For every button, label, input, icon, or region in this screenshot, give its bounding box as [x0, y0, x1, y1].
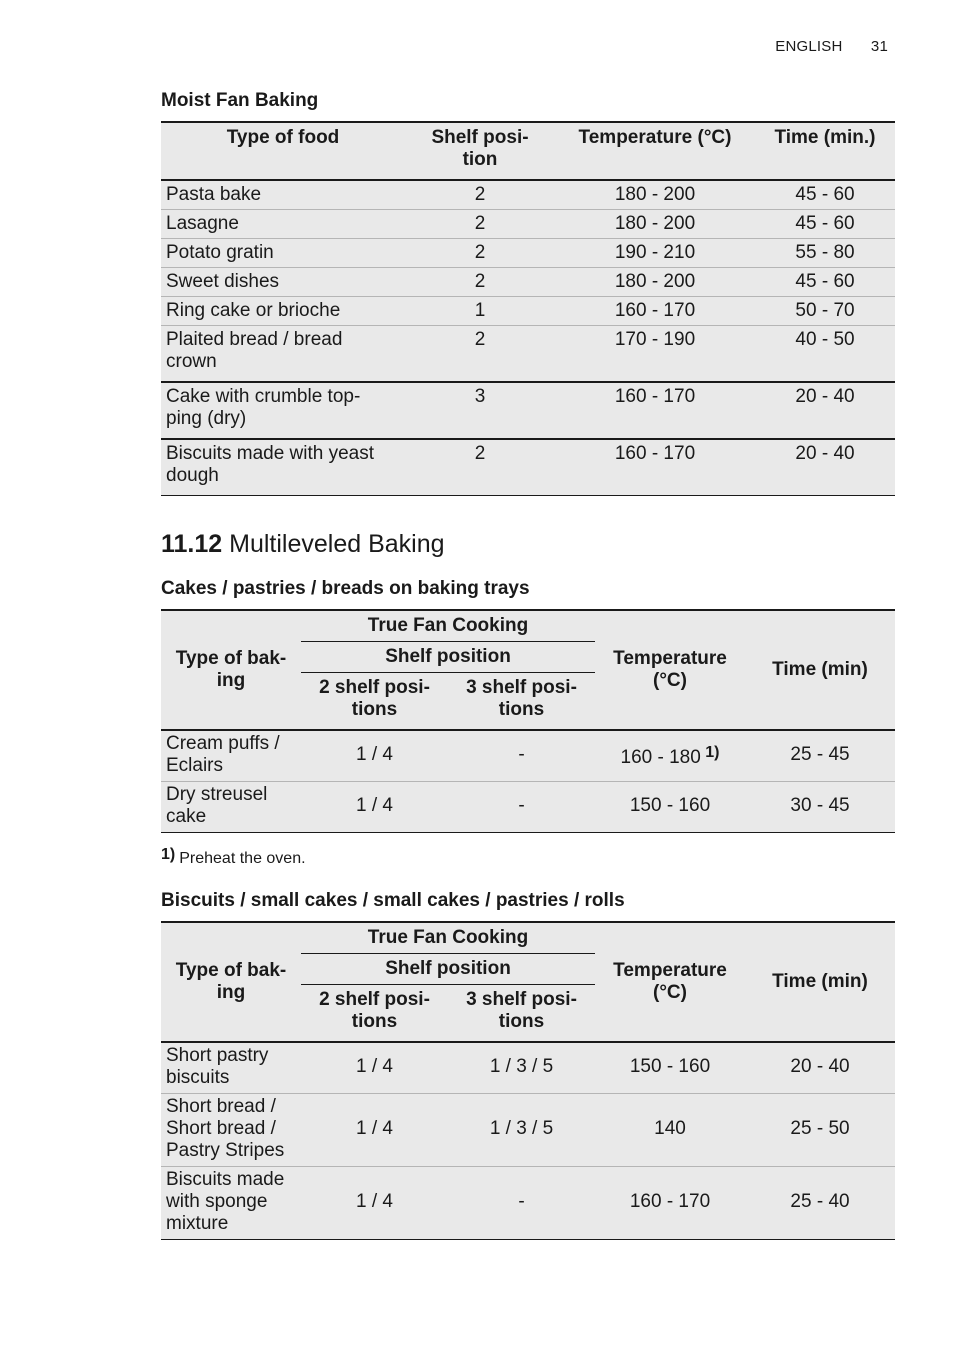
- shelf-cell: 2: [405, 210, 555, 239]
- moist-fan-title: Moist Fan Baking: [161, 90, 319, 111]
- column-header: Temperature (°C): [613, 960, 727, 1003]
- time-cell: 25 - 50: [745, 1094, 895, 1167]
- table-row: [161, 1042, 895, 1094]
- shelf-cell: 2: [405, 239, 555, 268]
- temperature-cell: 180 - 200: [555, 180, 755, 210]
- temperature-cell: 160 - 170: [555, 439, 755, 496]
- column-header: Temperature (°C): [555, 122, 755, 180]
- two-shelf-cell: 1 / 4: [301, 1167, 448, 1240]
- baking-type-cell: Biscuits made with sponge mixture: [161, 1167, 301, 1240]
- table-row: [161, 326, 895, 383]
- page-number: 31: [870, 38, 888, 55]
- column-header: Shelf posi- tion: [405, 122, 555, 180]
- baking-type-cell: Short pastry biscuits: [161, 1042, 301, 1094]
- food-cell: Cake with crumble top- ping (dry): [161, 382, 405, 439]
- food-cell: Ring cake or brioche: [161, 297, 405, 326]
- column-header: Type of bak- ing: [175, 960, 287, 1003]
- footnote-ref: 1): [700, 743, 720, 761]
- cakes-table: [161, 609, 895, 833]
- footnote-mark: 1): [161, 846, 176, 863]
- time-cell: 25 - 45: [745, 730, 895, 782]
- time-cell: 45 - 60: [755, 180, 895, 210]
- three-shelf-cell: -: [448, 1167, 595, 1240]
- column-header: 3 shelf posi- tions: [448, 985, 595, 1043]
- food-cell: Lasagne: [161, 210, 405, 239]
- temperature-cell: 160 - 180 $^{1)}$: [595, 730, 745, 782]
- column-header: 2 shelf posi- tions: [301, 673, 448, 731]
- time-cell: 20 - 40: [755, 439, 895, 496]
- time-cell: 20 - 40: [755, 382, 895, 439]
- food-cell: Pasta bake: [161, 180, 405, 210]
- temperature-cell: 160 - 170: [595, 1167, 745, 1240]
- biscuits-table: [161, 921, 895, 1240]
- cakes-table-wrap: [161, 609, 895, 833]
- three-shelf-cell: 1 / 3 / 5: [448, 1042, 595, 1094]
- section-title: [161, 530, 445, 559]
- biscuits-table-wrap: [161, 921, 895, 1240]
- temperature-cell: 190 - 210: [555, 239, 755, 268]
- time-cell: 40 - 50: [755, 326, 895, 383]
- column-header: Shelf position: [301, 642, 595, 673]
- shelf-cell: 2: [405, 326, 555, 383]
- time-cell: 45 - 60: [755, 210, 895, 239]
- time-cell: 25 - 40: [745, 1167, 895, 1240]
- time-cell: 20 - 40: [745, 1042, 895, 1094]
- table-row: [161, 180, 895, 210]
- cakes-title: Cakes / pastries / breads on baking trays: [161, 578, 530, 599]
- section-number: 11.12: [161, 530, 223, 558]
- shelf-cell: 3: [405, 382, 555, 439]
- language-label: ENGLISH: [775, 38, 843, 55]
- table-row: [161, 439, 895, 496]
- shelf-cell: 2: [405, 180, 555, 210]
- column-header: True Fan Cooking: [301, 922, 595, 954]
- column-header: Shelf position: [301, 954, 595, 985]
- shelf-cell: 2: [405, 268, 555, 297]
- column-header: Time (min): [772, 971, 868, 992]
- two-shelf-cell: 1 / 4: [301, 1094, 448, 1167]
- temperature-cell: 170 - 190: [555, 326, 755, 383]
- temperature-cell: 160 - 170: [555, 382, 755, 439]
- moist-fan-table-wrap: [161, 121, 895, 496]
- column-header: 3 shelf posi- tions: [448, 673, 595, 731]
- table-row: [161, 382, 895, 439]
- two-shelf-cell: 1 / 4: [301, 1042, 448, 1094]
- shelf-cell: 2: [405, 439, 555, 496]
- column-header: Temperature (°C): [613, 648, 727, 691]
- time-cell: 55 - 80: [755, 239, 895, 268]
- footnote-text: Preheat the oven.: [179, 850, 306, 867]
- table-row: [161, 1167, 895, 1240]
- temperature-cell: 140: [595, 1094, 745, 1167]
- food-cell: Plaited bread / bread crown: [161, 326, 405, 383]
- moist-fan-table: [161, 121, 895, 496]
- time-cell: 45 - 60: [755, 268, 895, 297]
- column-header: Type of bak- ing: [175, 648, 287, 691]
- column-header: Type of food: [161, 122, 405, 180]
- food-cell: Biscuits made with yeast dough: [161, 439, 405, 496]
- food-cell: Potato gratin: [161, 239, 405, 268]
- baking-type-cell: Dry streusel cake: [161, 782, 301, 833]
- temperature-cell: 150 - 160: [595, 782, 745, 833]
- table-row: [161, 1094, 895, 1167]
- table-row: [161, 297, 895, 326]
- table-row: [161, 268, 895, 297]
- time-cell: 30 - 45: [745, 782, 895, 833]
- column-header: Time (min): [772, 659, 868, 680]
- table-row: [161, 730, 895, 782]
- temperature-cell: 180 - 200: [555, 210, 755, 239]
- three-shelf-cell: -: [448, 782, 595, 833]
- food-cell: Sweet dishes: [161, 268, 405, 297]
- biscuits-title: Biscuits / small cakes / small cakes / pastries / rolls: [161, 890, 625, 911]
- column-header: True Fan Cooking: [301, 610, 595, 642]
- table-row: [161, 210, 895, 239]
- baking-type-cell: Short bread / Short bread / Pastry Stripes: [161, 1094, 301, 1167]
- table-row: [161, 239, 895, 268]
- temperature-cell: 160 - 170: [555, 297, 755, 326]
- two-shelf-cell: 1 / 4: [301, 730, 448, 782]
- time-cell: 50 - 70: [755, 297, 895, 326]
- footnote: [161, 846, 306, 868]
- temperature-cell: 180 - 200: [555, 268, 755, 297]
- two-shelf-cell: 1 / 4: [301, 782, 448, 833]
- shelf-cell: 1: [405, 297, 555, 326]
- section-name: Multileveled Baking: [229, 530, 445, 558]
- temperature-cell: 150 - 160: [595, 1042, 745, 1094]
- three-shelf-cell: -: [448, 730, 595, 782]
- column-header: 2 shelf posi- tions: [301, 985, 448, 1043]
- baking-type-cell: Cream puffs / Eclairs: [161, 730, 301, 782]
- page-header: [775, 38, 888, 55]
- table-row: [161, 782, 895, 833]
- column-header: Time (min.): [755, 122, 895, 180]
- three-shelf-cell: 1 / 3 / 5: [448, 1094, 595, 1167]
